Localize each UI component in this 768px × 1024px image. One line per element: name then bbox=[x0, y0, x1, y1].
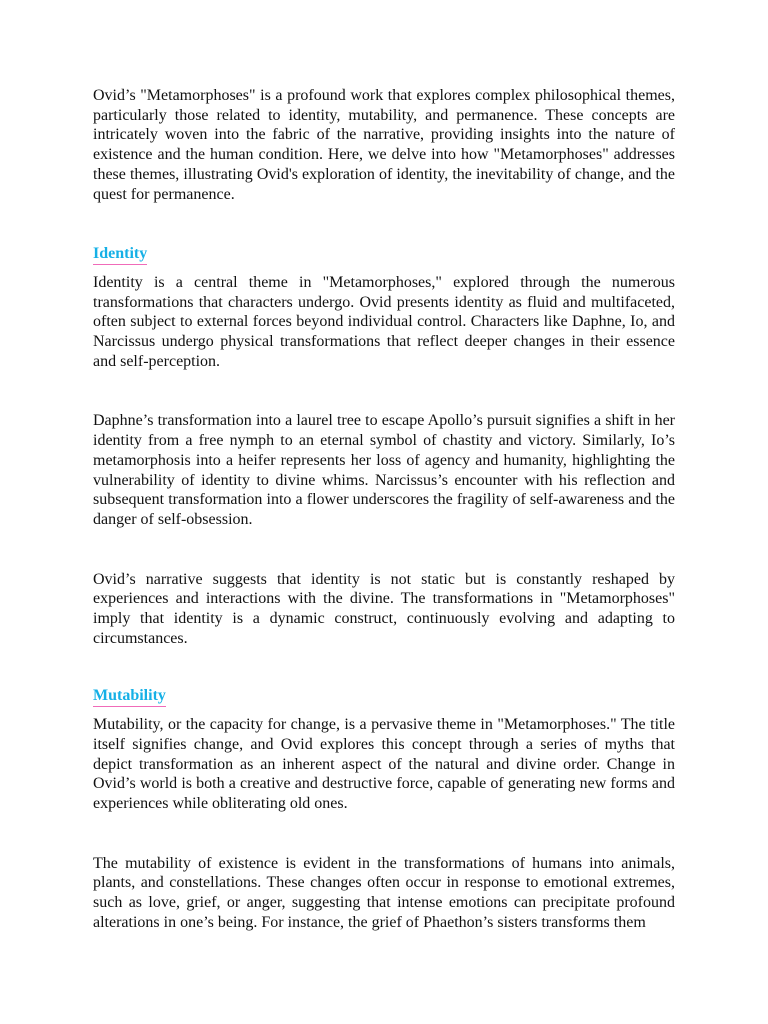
identity-paragraph-1: Identity is a central theme in "Metamorphoses," explored through the numerous transformations that characters undergo. Ovid presents identity as fluid and multifaceted, often subject to external forces beyond individual control. Characters like Daphne, Io, and Narcissus undergo physical transformations that reflect deeper changes in their essence and self-perception. bbox=[93, 273, 675, 370]
section-heading-identity: Identity bbox=[93, 244, 147, 265]
section-heading-mutability: Mutability bbox=[93, 686, 166, 707]
mutability-paragraph-2: The mutability of existence is evident in the transformations of humans into animals, plants, and constellations. These changes often occur in response to emotional extremes, such as love, grief, or anger, suggesting that intense emotions can precipitate profound alterations in one’s being. For instance, the grief of Phaethon’s sisters transforms them bbox=[93, 854, 675, 931]
document-body bbox=[93, 86, 675, 933]
mutability-paragraph-1: Mutability, or the capacity for change, is a pervasive theme in "Metamorphoses." The title itself signifies change, and Ovid explores this concept through a series of myths that depict transformation as an inherent aspect of the natural and divine order. Change in Ovid’s world is both a creative and destructive force, capable of generating new forms and experiences while obliterating old ones. bbox=[93, 716, 675, 812]
mutability-heading-wrap bbox=[93, 686, 675, 707]
intro-paragraph: Ovid’s "Metamorphoses" is a profound work that explores complex philosophical themes, particularly those related to identity, mutability, and permanence. These concepts are intricately woven into the fabric of the narrative, providing insights into the nature of existence and the human condition. Here, we delve into how "Metamorphoses" addresses these themes, illustrating Ovid's exploration of identity, the inevitability of change, and the quest for permanence. bbox=[93, 87, 675, 203]
identity-paragraph-3: Ovid’s narrative suggests that identity is not static but is constantly reshaped by experiences and interactions with the divine. The transformations in "Metamorphoses" imply that identity is a dynamic construct, continuously evolving and adapting to circumstances. bbox=[93, 570, 675, 647]
identity-paragraph-2: Daphne’s transformation into a laurel tree to escape Apollo’s pursuit signifies a shift in her identity from a free nymph to an eternal symbol of chastity and victory. Similarly, Io’s metamorphosis into a heifer represents her loss of agency and humanity, highlighting the vulnerability of identity to divine whims. Narcissus’s encounter with his reflection and subsequent transformation into a flower underscores the fragility of self-awareness and the danger of self-obsession. bbox=[93, 412, 675, 528]
identity-heading-wrap bbox=[93, 244, 675, 265]
